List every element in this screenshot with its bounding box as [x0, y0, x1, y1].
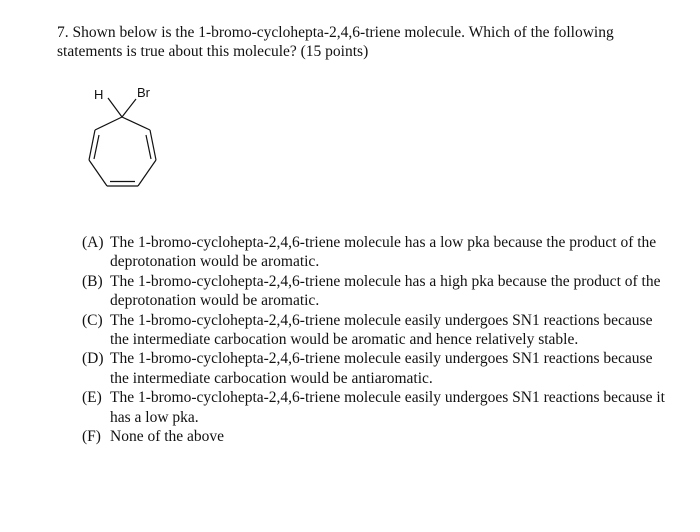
bond-c1-c2: [122, 117, 150, 130]
question-stem: [57, 23, 667, 61]
option-d-label: (D): [82, 350, 104, 368]
bond-c2-c3: [150, 130, 156, 160]
option-d: [82, 349, 672, 388]
question-text: Shown below is the 1-bromo-cyclohepta-2,4,6-triene molecule. Which of the following statements is true about this molecule? (15 points): [57, 24, 614, 60]
option-b-label: (B): [82, 272, 103, 290]
option-a-text: The 1-bromo-cyclohepta-2,4,6-triene molecule has a low pka because the product of the deprotonation would be aromatic.: [110, 234, 657, 271]
option-e-label: (E): [82, 389, 102, 407]
option-c-label: (C): [82, 311, 103, 329]
bond-c6-c7-inner: [94, 135, 99, 159]
option-f-text: None of the above: [110, 428, 225, 446]
bond-c3-c4: [138, 160, 156, 186]
option-b: [82, 272, 672, 311]
atom-label-h: H: [94, 87, 104, 102]
option-a: [82, 233, 672, 272]
bond-c5-c6: [89, 160, 107, 186]
bond-c1-br: [122, 99, 136, 117]
option-d-text: The 1-bromo-cyclohepta-2,4,6-triene molecule easily undergoes SN1 reactions because the intermediate carbocation would be antiaromatic.: [110, 350, 653, 387]
bond-c2-c3-inner: [146, 135, 151, 159]
option-b-text: The 1-bromo-cyclohepta-2,4,6-triene molecule has a high pka because the product of the deprotonation would be aromatic.: [110, 272, 661, 310]
option-f-label: (F): [82, 428, 101, 446]
option-c-text: The 1-bromo-cyclohepta-2,4,6-triene molecule easily undergoes SN1 reactions because the intermediate carbocation would be aromatic and hence relatively stable.: [110, 311, 653, 349]
bond-c1-h: [108, 98, 122, 117]
bond-c7-c1: [95, 117, 122, 130]
molecule-structure: [80, 80, 170, 200]
atom-label-br: Br: [137, 85, 150, 100]
molecule-drawing: [80, 80, 170, 200]
option-c: [82, 311, 672, 350]
question-number: 7.: [57, 24, 69, 41]
option-f: [82, 427, 672, 446]
option-e: [82, 388, 672, 427]
answer-options: [82, 233, 672, 446]
option-e-text: The 1-bromo-cyclohepta-2,4,6-triene molecule easily undergoes SN1 reactions because it has a low pka.: [110, 389, 665, 426]
option-a-label: (A): [82, 234, 104, 251]
bond-c6-c7: [89, 130, 95, 160]
